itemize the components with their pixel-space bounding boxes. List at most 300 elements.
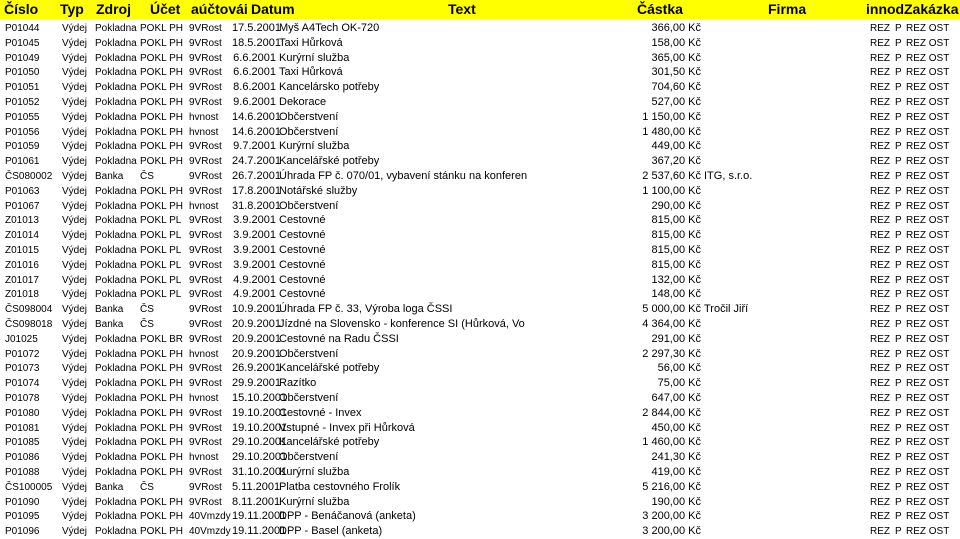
cell-zakazka[interactable]: REZ OST [906,171,950,182]
cell-zdroj[interactable]: Pokladna [95,215,137,227]
cell-cislo[interactable]: P01061 [5,156,40,168]
cell-p[interactable]: P [895,23,902,34]
cell-account[interactable]: hvnost [189,126,219,138]
cell-rez[interactable]: REZ [870,23,890,34]
cell-rez[interactable]: REZ [870,511,890,523]
cell-ucet[interactable]: POKL PH [140,126,183,138]
cell-zdroj[interactable]: Pokladna [95,274,137,286]
cell-castka[interactable]: 2 844,00 Kč [642,406,701,419]
cell-castka[interactable]: 419,00 Kč [651,466,701,478]
cell-castka[interactable]: 366,00 Kč [651,22,701,34]
cell-zakazka[interactable]: REZ OST [906,333,950,345]
cell-zdroj[interactable]: Pokladna [95,363,137,375]
cell-ucet[interactable]: POKL PH [140,437,183,449]
cell-text[interactable]: Kurýrní služba [279,140,350,153]
cell-account[interactable]: 9VRost [189,467,222,478]
cell-datum[interactable]: 18.5.2001 [232,36,281,49]
cell-castka[interactable]: 148,00 Kč [651,288,701,301]
cell-account[interactable]: 9VRost [189,67,222,79]
cell-firma[interactable] [704,36,854,51]
cell-zakazka[interactable]: REZ OST [906,363,950,375]
cell-p[interactable]: P [895,437,902,449]
cell-zdroj[interactable]: Pokladna [95,378,137,390]
cell-account[interactable]: 9VRost [189,422,222,434]
cell-rez[interactable]: REZ [870,437,890,449]
cell-datum[interactable]: 17.8.2001 [232,184,281,197]
cell-cislo[interactable]: P01078 [5,393,40,404]
cell-p[interactable]: P [895,185,902,197]
cell-castka[interactable]: 75,00 Kč [657,377,701,390]
cell-cislo[interactable]: P01052 [5,97,40,108]
cell-rez[interactable]: REZ [870,52,890,64]
cell-cislo[interactable]: P01085 [5,437,40,449]
cell-cislo[interactable]: P01045 [5,37,40,49]
cell-castka[interactable]: 301,50 Kč [651,66,701,79]
cell-text[interactable]: Myš A4Tech OK-720 [279,22,380,34]
table-row[interactable] [0,465,960,480]
cell-text[interactable]: Dekorace [279,96,327,108]
cell-cislo[interactable]: Z01015 [5,245,39,256]
cell-cislo[interactable]: P01090 [5,496,40,508]
cell-text[interactable]: Razítko [279,377,317,390]
cell-rez[interactable]: REZ [870,171,890,182]
cell-typ[interactable]: Výdej [62,67,88,79]
cell-account[interactable]: 9VRost [189,245,222,256]
cell-typ[interactable]: Výdej [62,319,88,330]
cell-cislo[interactable]: P01086 [5,452,40,464]
cell-cislo[interactable]: P01081 [5,422,40,434]
cell-typ[interactable]: Výdej [62,481,88,493]
cell-account[interactable]: 9VRost [189,274,222,286]
cell-datum[interactable]: 20.9.2001 [232,332,281,345]
cell-rez[interactable]: REZ [870,141,890,153]
cell-p[interactable]: P [895,67,902,79]
cell-rez[interactable]: REZ [870,156,890,168]
col-header-zakazka[interactable]: Zakázka [904,1,959,17]
cell-typ[interactable]: Výdej [62,333,88,345]
cell-rez[interactable]: REZ [870,245,890,256]
cell-zdroj[interactable]: Pokladna [95,393,137,404]
cell-text[interactable]: Kurýrní služba [279,495,350,508]
cell-firma[interactable] [704,480,854,495]
cell-rez[interactable]: REZ [870,126,890,138]
cell-cislo[interactable]: P01095 [5,511,40,523]
cell-p[interactable]: P [895,481,902,493]
cell-castka[interactable]: 2 537,60 Kč [642,170,701,182]
cell-castka[interactable]: 815,00 Kč [651,229,701,242]
cell-account[interactable]: 9VRost [189,185,222,197]
cell-rez[interactable]: REZ [870,467,890,478]
cell-rez[interactable]: REZ [870,378,890,390]
cell-zakazka[interactable]: REZ OST [906,67,950,79]
cell-p[interactable]: P [895,304,902,316]
cell-castka[interactable]: 5 000,00 Kč [642,303,701,316]
cell-rez[interactable]: REZ [870,422,890,434]
cell-castka[interactable]: 815,00 Kč [651,258,701,271]
cell-datum[interactable]: 19.11.2001 [232,525,287,538]
table-row[interactable] [0,450,960,465]
cell-cislo[interactable]: P01051 [5,82,40,94]
table-row[interactable] [0,36,960,51]
cell-firma[interactable] [704,139,854,154]
cell-p[interactable]: P [895,156,902,168]
cell-datum[interactable]: 31.10.2001 [232,466,288,478]
cell-account[interactable]: 9VRost [189,481,222,493]
cell-firma[interactable] [704,65,854,80]
cell-cislo[interactable]: P01080 [5,407,40,419]
cell-typ[interactable]: Výdej [62,452,88,464]
cell-account[interactable]: 9VRost [189,97,222,108]
table-row[interactable] [0,435,960,450]
cell-ucet[interactable]: ČS [140,319,154,330]
table-row[interactable] [0,51,960,66]
cell-firma[interactable] [704,465,854,480]
cell-zdroj[interactable]: Pokladna [95,67,137,79]
cell-cislo[interactable]: P01049 [5,52,40,64]
cell-p[interactable]: P [895,259,902,271]
cell-datum[interactable]: 24.7.2001 [232,155,281,168]
cell-account[interactable]: 9VRost [189,230,222,242]
cell-zakazka[interactable]: REZ OST [906,348,950,360]
cell-datum[interactable]: 9.6.2001 [233,96,276,108]
cell-datum[interactable]: 20.9.2001 [232,347,281,360]
cell-account[interactable]: 9VRost [189,289,222,301]
cell-zakazka[interactable]: REZ OST [906,82,950,94]
cell-datum[interactable]: 3.9.2001 [233,214,276,227]
cell-ucet[interactable]: POKL PL [140,215,182,227]
cell-castka[interactable]: 815,00 Kč [651,244,701,256]
cell-account[interactable]: 9VRost [189,333,222,345]
cell-zdroj[interactable]: Pokladna [95,37,137,49]
cell-zakazka[interactable]: REZ OST [906,230,950,242]
cell-text[interactable]: Platba cestovného Frolík [279,480,401,493]
cell-zakazka[interactable]: REZ OST [906,437,950,449]
cell-text[interactable]: Taxi Hůrková [279,36,343,49]
cell-typ[interactable]: Výdej [62,274,88,286]
cell-typ[interactable]: Výdej [62,245,88,256]
cell-castka[interactable]: 190,00 Kč [651,495,701,508]
cell-rez[interactable]: REZ [870,407,890,419]
cell-rez[interactable]: REZ [870,259,890,271]
cell-account[interactable]: 9VRost [189,378,222,390]
cell-cislo[interactable]: P01096 [5,526,40,538]
cell-typ[interactable]: Výdej [62,97,88,108]
cell-zakazka[interactable]: REZ OST [906,52,950,64]
table-row[interactable] [0,228,960,243]
col-header-castka[interactable]: Částka [637,1,683,17]
cell-rez[interactable]: REZ [870,274,890,286]
cell-datum[interactable]: 3.9.2001 [233,258,276,271]
cell-p[interactable]: P [895,171,902,182]
cell-typ[interactable]: Výdej [62,511,88,523]
cell-zdroj[interactable]: Pokladna [95,526,137,538]
cell-firma[interactable] [704,213,854,228]
table-row[interactable] [0,243,960,258]
cell-ucet[interactable]: POKL PH [140,511,183,523]
cell-text[interactable]: Vstupné - Invex při Hůrková [279,421,415,434]
cell-p[interactable]: P [895,126,902,138]
table-row[interactable] [0,80,960,95]
cell-firma[interactable] [704,199,854,214]
cell-firma[interactable] [704,391,854,406]
table-row[interactable] [0,495,960,510]
cell-castka[interactable]: 56,00 Kč [657,362,701,375]
cell-p[interactable]: P [895,200,902,212]
cell-p[interactable]: P [895,289,902,301]
cell-datum[interactable]: 20.9.2001 [232,318,281,330]
cell-zakazka[interactable]: REZ OST [906,126,950,138]
cell-typ[interactable]: Výdej [62,230,88,242]
cell-cislo[interactable]: ČS098004 [5,304,53,316]
cell-zdroj[interactable]: Pokladna [95,185,137,197]
cell-text[interactable]: Kurýrní služba [279,466,350,478]
cell-account[interactable]: hvnost [189,348,219,360]
cell-firma[interactable] [704,495,854,510]
cell-rez[interactable]: REZ [870,333,890,345]
cell-firma[interactable] [704,243,854,258]
table-row[interactable] [0,347,960,362]
cell-datum[interactable]: 17.5.2001 [232,22,281,34]
cell-zdroj[interactable]: Pokladna [95,452,137,464]
cell-ucet[interactable]: POKL PH [140,37,183,49]
cell-ucet[interactable]: POKL PH [140,156,183,168]
col-header-typ[interactable]: Typ [60,1,84,17]
cell-ucet[interactable]: POKL PH [140,422,183,434]
cell-zakazka[interactable]: REZ OST [906,259,950,271]
table-row[interactable] [0,287,960,302]
cell-p[interactable]: P [895,245,902,256]
col-header-datum[interactable]: Datum [251,1,295,17]
cell-zakazka[interactable]: REZ OST [906,185,950,197]
cell-rez[interactable]: REZ [870,452,890,464]
cell-p[interactable]: P [895,511,902,523]
cell-cislo[interactable]: Z01013 [5,215,39,227]
cell-zdroj[interactable]: Pokladna [95,156,137,168]
cell-cislo[interactable]: P01074 [5,378,40,390]
cell-datum[interactable]: 8.11.2001 [232,495,281,508]
cell-text[interactable]: Kancelářské potřeby [279,155,380,168]
cell-ucet[interactable]: POKL PH [140,348,183,360]
cell-firma[interactable] [704,80,854,95]
cell-rez[interactable]: REZ [870,67,890,79]
cell-firma[interactable] [704,125,854,140]
cell-typ[interactable]: Výdej [62,526,88,538]
cell-typ[interactable]: Výdej [62,467,88,478]
cell-ucet[interactable]: ČS [140,171,154,182]
cell-p[interactable]: P [895,111,902,123]
cell-datum[interactable]: 19.10.2001 [232,421,288,434]
cell-zdroj[interactable]: Pokladna [95,333,137,345]
cell-zdroj[interactable]: Pokladna [95,259,137,271]
cell-datum[interactable]: 26.9.2001 [232,362,281,375]
cell-castka[interactable]: 132,00 Kč [651,273,701,286]
cell-ucet[interactable]: POKL PH [140,393,183,404]
cell-zdroj[interactable]: Pokladna [95,111,137,123]
cell-account[interactable]: hvnost [189,200,219,212]
cell-firma[interactable] [704,258,854,273]
table-row[interactable] [0,184,960,199]
cell-firma[interactable] [704,406,854,421]
cell-text[interactable]: Cestovné - Invex [279,406,362,419]
cell-cislo[interactable]: P01055 [5,111,40,123]
table-row[interactable] [0,524,960,539]
cell-datum[interactable]: 15.10.2001 [232,392,288,404]
cell-cislo[interactable]: ČS080002 [5,171,53,182]
cell-firma[interactable] [704,228,854,243]
cell-typ[interactable]: Výdej [62,52,88,64]
cell-castka[interactable]: 1 150,00 Kč [642,110,701,123]
table-row[interactable] [0,154,960,169]
cell-text[interactable]: Cestovné [279,258,326,271]
cell-datum[interactable]: 6.6.2001 [233,51,276,64]
table-row[interactable] [0,509,960,524]
cell-typ[interactable]: Výdej [62,156,88,168]
cell-ucet[interactable]: POKL PH [140,467,183,478]
cell-text[interactable]: Cestovné [279,288,326,301]
cell-ucet[interactable]: ČS [140,481,154,493]
cell-zdroj[interactable]: Pokladna [95,467,137,478]
table-row[interactable] [0,139,960,154]
cell-text[interactable]: Taxi Hůrková [279,66,343,79]
col-header-firma[interactable]: Firma [768,1,807,17]
cell-zdroj[interactable]: Pokladna [95,230,137,242]
cell-datum[interactable]: 29.9.2001 [232,377,281,390]
cell-cislo[interactable]: P01056 [5,126,40,138]
cell-rez[interactable]: REZ [870,230,890,242]
cell-p[interactable]: P [895,52,902,64]
cell-typ[interactable]: Výdej [62,437,88,449]
cell-cislo[interactable]: Z01014 [5,230,39,242]
cell-firma[interactable] [704,421,854,436]
cell-zakazka[interactable]: REZ OST [906,467,950,478]
cell-rez[interactable]: REZ [870,215,890,227]
cell-rez[interactable]: REZ [870,200,890,212]
cell-cislo[interactable]: Z01017 [5,274,39,286]
cell-ucet[interactable]: POKL BR [140,333,183,345]
col-header-innod[interactable]: innod [866,1,905,17]
cell-zakazka[interactable]: REZ OST [906,496,950,508]
cell-ucet[interactable]: POKL PH [140,407,183,419]
cell-account[interactable]: hvnost [189,111,219,123]
cell-text[interactable]: Kancelářské potřeby [279,436,380,449]
cell-datum[interactable]: 4.9.2001 [233,288,276,301]
cell-zdroj[interactable]: Banka [95,319,124,330]
cell-text[interactable]: Kurýrní služba [279,51,350,64]
cell-ucet[interactable]: POKL PH [140,363,183,375]
cell-typ[interactable]: Výdej [62,141,88,153]
cell-firma[interactable]: ITG, s.r.o. [704,170,753,182]
cell-zakazka[interactable]: REZ OST [906,215,950,227]
cell-zdroj[interactable]: Pokladna [95,348,137,360]
cell-firma[interactable] [704,110,854,125]
cell-firma[interactable] [704,273,854,288]
cell-ucet[interactable]: POKL PH [140,452,183,464]
cell-firma[interactable] [704,21,854,36]
cell-cislo[interactable]: ČS098018 [5,319,53,330]
cell-text[interactable]: Kancelársko potřeby [279,81,380,94]
cell-rez[interactable]: REZ [870,526,890,538]
cell-text[interactable]: Cestovné [279,214,326,227]
cell-cislo[interactable]: ČS100005 [5,481,53,493]
col-header-cislo[interactable]: Číslo [4,1,39,17]
cell-castka[interactable]: 4 364,00 Kč [642,318,701,330]
cell-firma[interactable] [704,509,854,524]
cell-zakazka[interactable]: REZ OST [906,304,950,316]
cell-account[interactable]: hvnost [189,452,219,464]
cell-datum[interactable]: 29.10.2001 [232,436,288,449]
cell-ucet[interactable]: POKL PH [140,111,183,123]
cell-castka[interactable]: 450,00 Kč [651,421,701,434]
cell-castka[interactable]: 449,00 Kč [651,140,701,153]
cell-p[interactable]: P [895,230,902,242]
cell-zakazka[interactable]: REZ OST [906,141,950,153]
cell-firma[interactable] [704,332,854,347]
cell-ucet[interactable]: POKL PH [140,200,183,212]
col-header-zdroj[interactable]: Zdroj [96,1,131,17]
table-row[interactable] [0,302,960,317]
cell-p[interactable]: P [895,378,902,390]
cell-castka[interactable]: 158,00 Kč [651,36,701,49]
cell-cislo[interactable]: P01088 [5,467,40,478]
cell-firma[interactable] [704,347,854,362]
cell-zakazka[interactable]: REZ OST [906,37,950,49]
cell-castka[interactable]: 291,00 Kč [651,332,701,345]
cell-p[interactable]: P [895,274,902,286]
cell-ucet[interactable]: POKL PL [140,289,182,301]
cell-account[interactable]: 9VRost [189,171,222,182]
cell-typ[interactable]: Výdej [62,185,88,197]
table-row[interactable] [0,273,960,288]
cell-ucet[interactable]: POKL PH [140,52,183,64]
cell-text[interactable]: Cestovné [279,229,326,242]
cell-account[interactable]: 9VRost [189,215,222,227]
cell-rez[interactable]: REZ [870,111,890,123]
cell-zakazka[interactable]: REZ OST [906,274,950,286]
cell-firma[interactable] [704,376,854,391]
cell-firma[interactable] [704,184,854,199]
cell-zakazka[interactable]: REZ OST [906,511,950,523]
cell-datum[interactable]: 3.9.2001 [233,244,276,256]
cell-castka[interactable]: 1 460,00 Kč [642,436,701,449]
cell-firma[interactable] [704,317,854,332]
cell-zakazka[interactable]: REZ OST [906,245,950,256]
cell-rez[interactable]: REZ [870,289,890,301]
cell-p[interactable]: P [895,82,902,94]
cell-typ[interactable]: Výdej [62,259,88,271]
cell-text[interactable]: Občerstvení [279,125,339,138]
cell-zdroj[interactable]: Pokladna [95,52,137,64]
cell-rez[interactable]: REZ [870,481,890,493]
cell-ucet[interactable]: POKL PH [140,526,183,538]
cell-castka[interactable]: 241,30 Kč [651,451,701,464]
cell-typ[interactable]: Výdej [62,422,88,434]
cell-datum[interactable]: 9.7.2001 [233,140,276,153]
table-row[interactable] [0,376,960,391]
cell-rez[interactable]: REZ [870,185,890,197]
cell-rez[interactable]: REZ [870,348,890,360]
cell-typ[interactable]: Výdej [62,393,88,404]
cell-datum[interactable]: 8.6.2001 [233,81,276,94]
cell-cislo[interactable]: P01050 [5,67,40,79]
cell-text[interactable]: DPP - Benáčanová (anketa) [279,510,416,523]
col-header-ucetovani[interactable]: aúčtovái [191,1,248,17]
cell-text[interactable]: Občerstvení [279,110,339,123]
cell-p[interactable]: P [895,97,902,108]
cell-zdroj[interactable]: Pokladna [95,437,137,449]
cell-zakazka[interactable]: REZ OST [906,526,950,538]
cell-text[interactable]: Občerstvení [279,392,339,404]
cell-ucet[interactable]: POKL PL [140,230,182,242]
